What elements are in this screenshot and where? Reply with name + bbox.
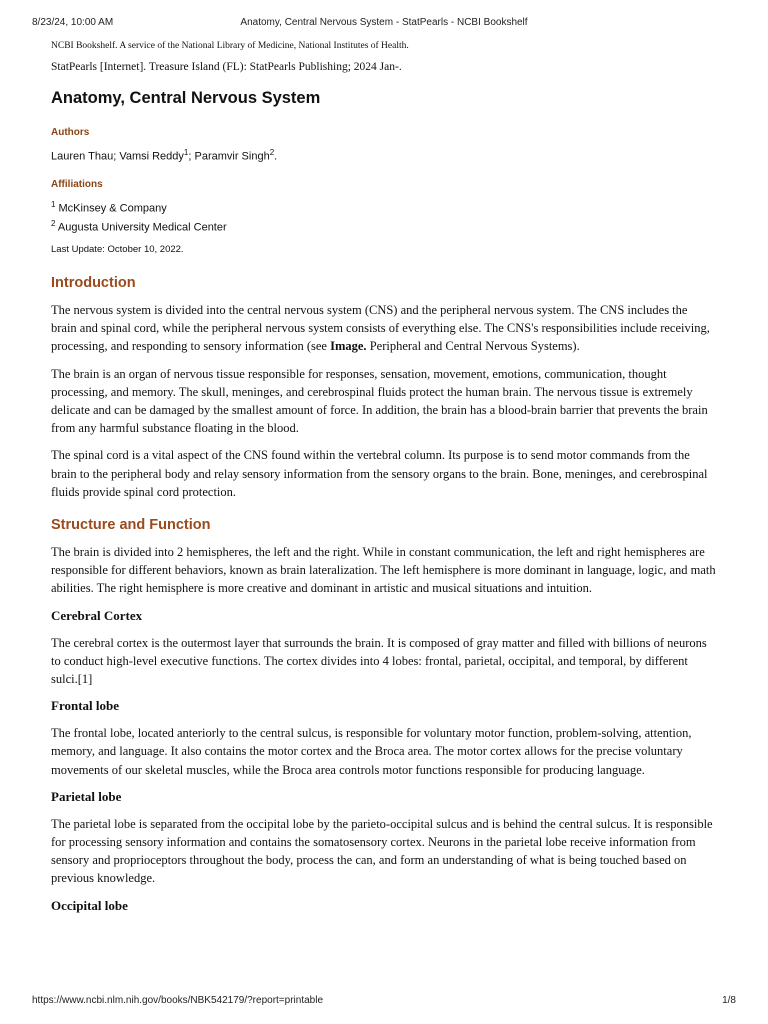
author-name[interactable]: Vamsi Reddy	[119, 150, 184, 163]
introduction-heading: Introduction	[51, 274, 136, 291]
author-separator: ;	[188, 150, 195, 163]
author-affiliation-ref: 2	[269, 148, 275, 157]
print-header	[32, 17, 736, 31]
author-name[interactable]: Lauren Thau	[51, 150, 114, 163]
author-list	[51, 145, 716, 165]
structure-function-heading: Structure and Function	[51, 517, 211, 533]
cerebral-cortex-heading: Cerebral Cortex	[51, 607, 143, 623]
parietal-lobe-paragraph: The parietal lobe is separated from the occipital lobe by the parieto-occipital sulcus and is behind the central sulcus. It is responsible for processing sensory information and contains the somatosensory cortex. Neurons in the parietal lobe receive information from sensory and proprioceptors throughout the body, process the can, and form an understanding of what is being touched based on previous knowledge.	[51, 816, 713, 886]
print-footer	[32, 995, 736, 1009]
frontal-lobe-paragraph: The frontal lobe, located anteriorly to the central sulcus, is responsible for voluntary motor function, problem-solving, attention, memory, and language. It also contains the motor cortex and the Broca area. The motor cortex allows for the precise voluntary movements of our skeletal muscles, while the Broca area controls motor functions responsible for producing language.	[51, 726, 692, 777]
author-affiliation-ref: 1	[183, 148, 189, 157]
introduction-text: Peripheral and Central Nervous Systems).	[366, 339, 580, 354]
author-separator: ;	[113, 150, 120, 163]
occipital-lobe-heading: Occipital lobe	[51, 897, 128, 913]
affiliation-name: McKinsey & Company	[58, 202, 167, 215]
image-link[interactable]: Image.	[330, 339, 367, 354]
introduction-paragraph: The spinal cord is a vital aspect of the CNS found within the vertebral column. Its purpose is to send motor commands from the brain to the peripheral body and relay sensory information from the sensory organs to the brain. Bone, meninges, and cerebrospinal fluids provide spinal cord protection.	[51, 448, 708, 499]
affiliation-item	[51, 216, 716, 236]
affiliation-number: 2	[51, 219, 56, 229]
document-content	[51, 40, 716, 924]
frontal-lobe-heading: Frontal lobe	[51, 698, 120, 714]
affiliations-label: Affiliations	[51, 178, 103, 190]
print-datetime: 8/23/24, 10:00 AM	[32, 17, 114, 28]
print-page-title: Anatomy, Central Nervous System - StatPearls - NCBI Bookshelf	[240, 17, 528, 28]
introduction-text: The nervous system is divided into the central nervous system (CNS) and the peripheral nervous system. The CNS includes the brain and spinal cord, while the peripheral nervous system consists of everything else. The CNS's responsibilities include receiving, processing, and responding to sensory information (see	[51, 302, 710, 354]
author-name[interactable]: Paramvir Singh	[194, 150, 270, 163]
structure-paragraph: The brain is divided into 2 hemispheres, the left and the right. While in constant communication, the left and right hemispheres are responsible for different behaviors, known as brain lateralization. The left hemisphere is more dominant in language, logic, and math abilities. The right hemisphere is more creative and dominant in artistic and musical situations and intuition.	[51, 545, 716, 596]
parietal-lobe-heading: Parietal lobe	[51, 788, 122, 804]
introduction-paragraph	[51, 301, 716, 356]
last-update: Last Update: October 10, 2022.	[51, 243, 184, 255]
authors-label: Authors	[51, 127, 90, 138]
print-url: https://www.ncbi.nlm.nih.gov/books/NBK542179/?report=printable	[32, 995, 324, 1006]
ncbi-service-line: NCBI Bookshelf. A service of the National Library of Medicine, National Institutes of Health.	[51, 41, 409, 51]
cerebral-cortex-paragraph: The cerebral cortex is the outermost layer that surrounds the brain. It is composed of gray matter and filled with billions of neurons to conduct high-level executive functions. The cortex divides into 4 lobes: frontal, parietal, occipital, and temporal, by different sulci.[1]	[51, 635, 707, 687]
page-number: 1/8	[722, 995, 736, 1006]
page-title: Anatomy, Central Nervous System	[51, 89, 321, 107]
introduction-paragraph: The brain is an organ of nervous tissue responsible for responses, sensation, movement, emotions, communication, thought processing, and memory. The skull, meninges, and cerebrospinal fluids protect the human brain. The nervous tissue is extremely delicate and can be damaged by the smallest amount of force. In addition, the brain has a blood-brain barrier that prevents the brain from any harmful substance floating in the blood.	[51, 366, 708, 436]
affiliation-item	[51, 197, 716, 217]
citation: StatPearls [Internet]. Treasure Island (FL): StatPearls Publishing; 2024 Jan-.	[51, 61, 402, 73]
author-separator: .	[274, 150, 278, 163]
affiliation-name: Augusta University Medical Center	[57, 221, 227, 234]
affiliation-number: 1	[51, 199, 56, 209]
